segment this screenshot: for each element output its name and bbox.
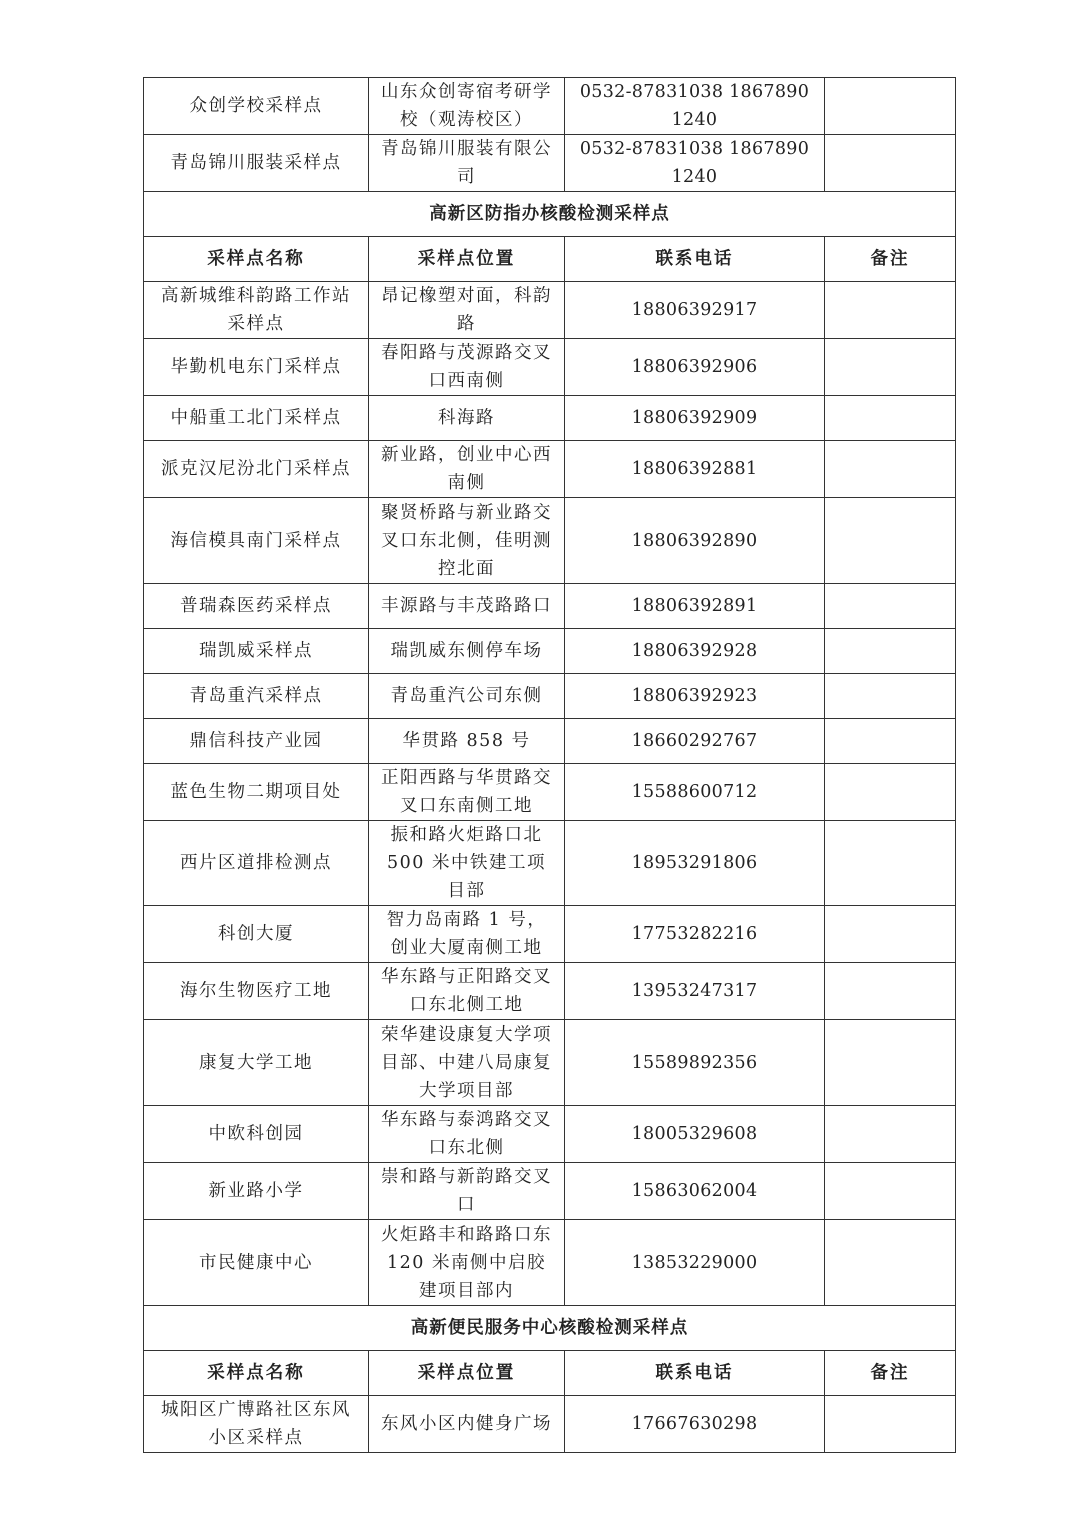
site-note	[825, 339, 956, 396]
site-phone: 13953247317	[565, 963, 825, 1020]
site-note	[825, 1220, 956, 1306]
table-body	[144, 78, 956, 1453]
table-row	[144, 906, 956, 963]
site-phone: 18806392917	[565, 282, 825, 339]
table-row	[144, 441, 956, 498]
site-name: 科创大厦	[144, 906, 369, 963]
site-location: 华贯路 858 号	[369, 719, 565, 764]
site-name: 瑞凯威采样点	[144, 629, 369, 674]
site-note	[825, 1020, 956, 1106]
site-name: 中欧科创园	[144, 1106, 369, 1163]
table-row	[144, 719, 956, 764]
site-name: 蓝色生物二期项目处	[144, 764, 369, 821]
site-phone: 15863062004	[565, 1163, 825, 1220]
table-row	[144, 396, 956, 441]
site-name: 毕勤机电东门采样点	[144, 339, 369, 396]
site-location: 山东众创寄宿考研学校（观涛校区）	[369, 78, 565, 135]
site-location: 振和路火炬路口北 500 米中铁建工项目部	[369, 821, 565, 906]
table-row	[144, 1020, 956, 1106]
site-location: 正阳西路与华贯路交叉口东南侧工地	[369, 764, 565, 821]
site-phone: 15588600712	[565, 764, 825, 821]
site-note	[825, 1396, 956, 1453]
column-header-name: 采样点名称	[144, 237, 369, 282]
site-name: 海信模具南门采样点	[144, 498, 369, 584]
site-name: 众创学校采样点	[144, 78, 369, 135]
table-row	[144, 282, 956, 339]
site-note	[825, 629, 956, 674]
site-note	[825, 821, 956, 906]
site-name: 康复大学工地	[144, 1020, 369, 1106]
site-name: 鼎信科技产业园	[144, 719, 369, 764]
section-title-row	[144, 192, 956, 237]
site-note	[825, 78, 956, 135]
site-phone: 0532-87831038 18678901240	[565, 135, 825, 192]
section-title: 高新便民服务中心核酸检测采样点	[144, 1306, 956, 1351]
section-title-row	[144, 1306, 956, 1351]
site-phone: 18660292767	[565, 719, 825, 764]
site-location: 青岛锦川服装有限公司	[369, 135, 565, 192]
site-phone: 18953291806	[565, 821, 825, 906]
site-phone: 18806392881	[565, 441, 825, 498]
column-header-location: 采样点位置	[369, 237, 565, 282]
site-phone: 17753282216	[565, 906, 825, 963]
table-row	[144, 821, 956, 906]
column-header-phone: 联系电话	[565, 237, 825, 282]
table-row	[144, 1106, 956, 1163]
site-name: 西片区道排检测点	[144, 821, 369, 906]
table-row	[144, 584, 956, 629]
site-name: 新业路小学	[144, 1163, 369, 1220]
site-location: 华东路与正阳路交叉口东北侧工地	[369, 963, 565, 1020]
site-note	[825, 584, 956, 629]
site-location: 科海路	[369, 396, 565, 441]
site-location: 火炬路丰和路路口东 120 米南侧中启胶建项目部内	[369, 1220, 565, 1306]
table-row	[144, 339, 956, 396]
site-location: 崇和路与新韵路交叉口	[369, 1163, 565, 1220]
site-phone: 17667630298	[565, 1396, 825, 1453]
column-header-note: 备注	[825, 237, 956, 282]
site-phone: 18806392928	[565, 629, 825, 674]
site-location: 华东路与泰鸿路交叉口东北侧	[369, 1106, 565, 1163]
section-title: 高新区防指办核酸检测采样点	[144, 192, 956, 237]
table-row	[144, 498, 956, 584]
table-row	[144, 135, 956, 192]
table-row	[144, 1396, 956, 1453]
site-location: 昂记橡塑对面，科韵路	[369, 282, 565, 339]
site-location: 瑞凯威东侧停车场	[369, 629, 565, 674]
site-phone: 18806392923	[565, 674, 825, 719]
site-location: 智力岛南路 1 号，创业大厦南侧工地	[369, 906, 565, 963]
site-note	[825, 963, 956, 1020]
table-row	[144, 629, 956, 674]
site-note	[825, 498, 956, 584]
site-name: 派克汉尼汾北门采样点	[144, 441, 369, 498]
site-location: 青岛重汽公司东侧	[369, 674, 565, 719]
site-phone: 0532-87831038 18678901240	[565, 78, 825, 135]
column-header-name: 采样点名称	[144, 1351, 369, 1396]
column-header-note: 备注	[825, 1351, 956, 1396]
site-note	[825, 1106, 956, 1163]
site-name: 城阳区广博路社区东风小区采样点	[144, 1396, 369, 1453]
site-phone: 15589892356	[565, 1020, 825, 1106]
site-phone: 18806392906	[565, 339, 825, 396]
site-location: 新业路，创业中心西南侧	[369, 441, 565, 498]
column-header-location: 采样点位置	[369, 1351, 565, 1396]
site-phone: 18806392909	[565, 396, 825, 441]
site-name: 高新城维科韵路工作站采样点	[144, 282, 369, 339]
site-location: 丰源路与丰茂路路口	[369, 584, 565, 629]
site-phone: 18806392890	[565, 498, 825, 584]
column-header-phone: 联系电话	[565, 1351, 825, 1396]
site-location: 春阳路与茂源路交叉口西南侧	[369, 339, 565, 396]
site-name: 海尔生物医疗工地	[144, 963, 369, 1020]
site-note	[825, 719, 956, 764]
site-phone: 18806392891	[565, 584, 825, 629]
site-note	[825, 441, 956, 498]
header-row	[144, 1351, 956, 1396]
table-row	[144, 963, 956, 1020]
site-note	[825, 1163, 956, 1220]
site-note	[825, 396, 956, 441]
table-row	[144, 1163, 956, 1220]
site-name: 普瑞森医药采样点	[144, 584, 369, 629]
site-phone: 18005329608	[565, 1106, 825, 1163]
site-name: 中船重工北门采样点	[144, 396, 369, 441]
site-note	[825, 674, 956, 719]
table-row	[144, 674, 956, 719]
sampling-sites-table	[143, 77, 956, 1453]
site-phone: 13853229000	[565, 1220, 825, 1306]
site-name: 市民健康中心	[144, 1220, 369, 1306]
site-location: 荣华建设康复大学项目部、中建八局康复大学项目部	[369, 1020, 565, 1106]
table-row	[144, 78, 956, 135]
site-note	[825, 282, 956, 339]
site-location: 东风小区内健身广场	[369, 1396, 565, 1453]
table-row	[144, 1220, 956, 1306]
site-note	[825, 764, 956, 821]
site-name: 青岛重汽采样点	[144, 674, 369, 719]
site-location: 聚贤桥路与新业路交叉口东北侧，佳明测控北面	[369, 498, 565, 584]
site-note	[825, 906, 956, 963]
site-name: 青岛锦川服装采样点	[144, 135, 369, 192]
site-note	[825, 135, 956, 192]
table-row	[144, 764, 956, 821]
header-row	[144, 237, 956, 282]
